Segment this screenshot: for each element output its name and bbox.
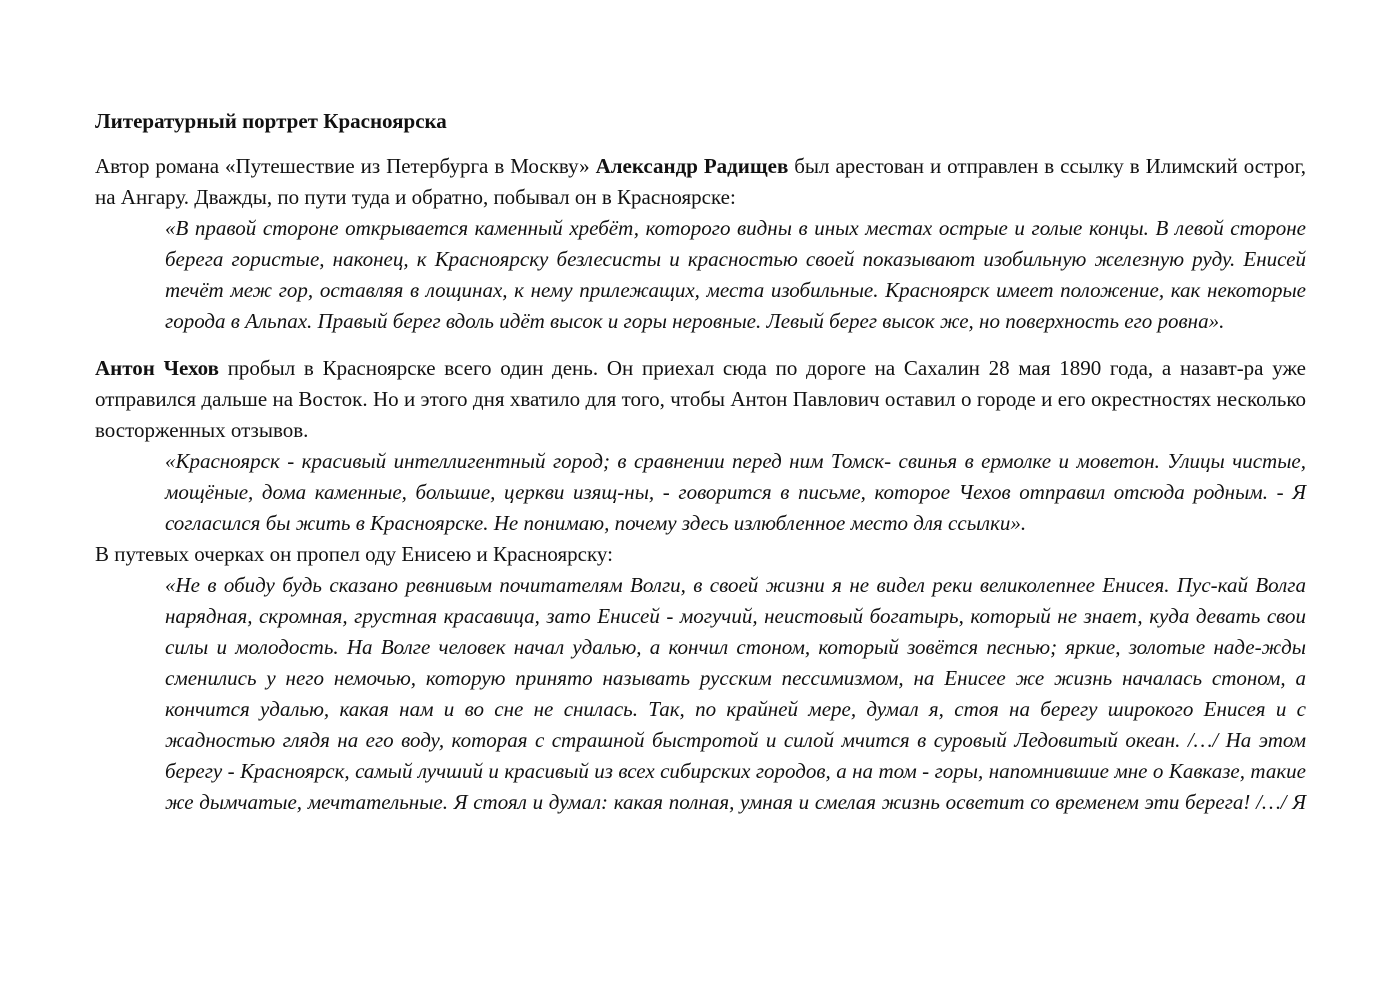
quote-chekhov-yenisei: «Не в обиду будь сказано ревнивым почитателям Волги, в своей жизни я не видел реки великолепнее Енисея. Пус-кай Волга нарядная, скромная, грустная красавица, зато Енисей - могучий, неистовый богатырь, который не знает, куда девать свои силы и молодость. На Волге человек начал удалью, а кончил стоном, который зовётся песнью; яркие, золотые наде-жды сменились у него немочью, которую принято называть русским пессимизмом, на Енисее же жизнь началась стоном, а кончится удалью, какая нам и во сне не снилась. Так, по крайней мере, думал я, стоя на берегу широкого Енисея и с жадностью глядя на его воду, которая с страшной быстротой и силой мчится в суровый Ледовитый океан. /…/ На этом берегу - Красноярск, самый лучший и красивый из всех сибирских городов, а на том - горы, напомнившие мне о Кавказе, такие же дымчатые, мечтательные. Я стоял и думал: какая полная, умная и смелая жизнь осветит со временем эти берега! /…/ Я (165, 573, 1306, 814)
paragraph-travel-notes: В путевых очерках он пропел оду Енисею и Красноярску: (95, 542, 613, 566)
paragraph-chekhov-text: пробыл в Красноярске всего один день. Он приехал сюда по дороге на Сахалин 28 мая 1890 года, а назавт-ра уже отправился дальше на Восток. Но и этого дня хватило для того, чтобы Антон Павлович оставил о городе и его окрестностях несколько восторженных отзывов. (95, 356, 1307, 442)
paragraph-radishchev-text: был арестован и отправлен в ссылку в Илимский острог, на Ангару. Дважды, по пути туда и обратно, побывал он в Красноярске: (95, 154, 1306, 209)
paragraph-chekhov (95, 353, 1306, 446)
quote-chekhov-letter: «Красноярск - красивый интеллигентный город; в сравнении перед ним Томск- свинья в ермолке и моветон. Улицы чистые, мощёные, дома каменные, большие, церкви изящ-ны, - говорится в письме, которое Чехов отправил отсюда родным. - Я согласился бы жить в Красноярске. Не понимаю, почему здесь излюбленное место для ссылки». (165, 449, 1306, 535)
author-name-radishchev: Александр Радищев (595, 154, 789, 178)
paragraph-radishchev (95, 151, 1306, 213)
author-name-chekhov: Антон Чехов (95, 356, 219, 380)
document-title: Литературный портрет Красноярска (95, 109, 447, 133)
quote-radishchev: «В правой стороне открывается каменный хребёт, которого видны в иных местах острые и голые концы. В левой стороне берега гористые, наконец, к Красноярску безлесисты и красностью своей показывают изобильную железную руду. Енисей течёт меж гор, оставляя в лощинах, к нему прилежащих, места изобильные. Красноярск имеет положение, как некоторые города в Альпах. Правый берег вдоль идёт высок и горы неровные. Левый берег высок же, но поверхность его ровна». (165, 216, 1306, 333)
paragraph-radishchev-intro: Автор романа «Путешествие из Петербурга в Москву» (95, 154, 596, 178)
document-page (95, 106, 1306, 818)
